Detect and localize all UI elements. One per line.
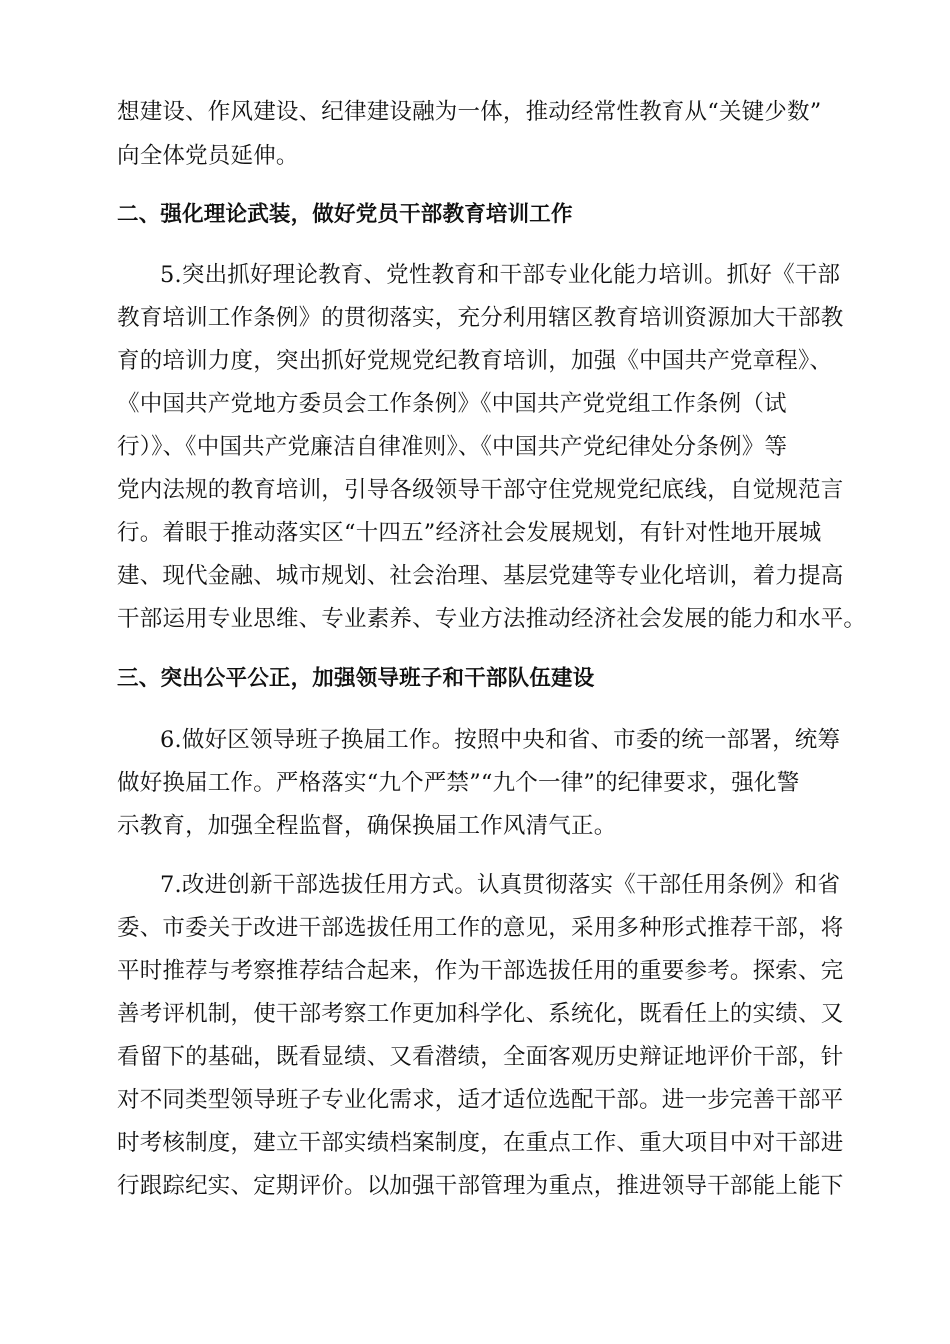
- paragraph-line: 育的培训力度，突出抓好党规党纪教育培训，加强《中国共产党章程》、: [117, 348, 833, 374]
- paragraph-line: 善考评机制，使干部考察工作更加科学化、系统化，既看任上的实绩、又: [117, 1001, 844, 1027]
- paragraph-line: 建、现代金融、城市规划、社会治理、基层党建等专业化培训，着力提高: [117, 563, 844, 589]
- paragraph-line: 想建设、作风建设、纪律建设融为一体，推动经常性教育从“关键少数”: [117, 99, 822, 125]
- paragraph-line: 做好换届工作。严格落实“九个严禁”“九个一律”的纪律要求，强化警: [117, 770, 800, 796]
- paragraph-line: 向全体党员延伸。: [117, 143, 299, 169]
- paragraph-line: 行）》、《中国共产党廉洁自律准则》、《中国共产党纪律处分条例》等: [117, 434, 788, 460]
- paragraph-line: 5.突出抓好理论教育、党性教育和干部专业化能力培训。抓好《干部: [160, 262, 841, 288]
- paragraph-line: 《中国共产党地方委员会工作条例》《中国共产党党组工作条例（试: [117, 391, 787, 417]
- section-heading: 二、强化理论武装，做好党员干部教育培训工作: [117, 202, 573, 227]
- paragraph-line: 平时推荐与考察推荐结合起来，作为干部选拔任用的重要参考。探索、完: [117, 958, 844, 984]
- paragraph-line: 党内法规的教育培训，引导各级领导干部守住党规党纪底线，自觉规范言: [117, 477, 844, 503]
- paragraph-line: 行跟踪纪实、定期评价。以加强干部管理为重点，推进领导干部能上能下: [117, 1173, 844, 1199]
- paragraph-line: 示教育，加强全程监督，确保换届工作风清气正。: [117, 813, 617, 839]
- paragraph-line: 委、市委关于改进干部选拔任用工作的意见，采用多种形式推荐干部，将: [117, 915, 844, 941]
- paragraph-line: 看留下的基础，既看显绩、又看潜绩，全面客观历史辩证地评价干部，针: [117, 1044, 844, 1070]
- section-heading: 三、突出公平公正，加强领导班子和干部队伍建设: [117, 666, 595, 691]
- paragraph-line: 时考核制度，建立干部实绩档案制度，在重点工作、重大项目中对干部进: [117, 1130, 844, 1156]
- paragraph-line: 教育培训工作条例》的贯彻落实，充分利用辖区教育培训资源加大干部教: [117, 305, 844, 331]
- paragraph-line: 6.做好区领导班子换届工作。按照中央和省、市委的统一部署，统筹: [160, 727, 841, 753]
- paragraph-line: 对不同类型领导班子专业化需求，适才适位选配干部。进一步完善干部平: [117, 1087, 844, 1113]
- paragraph-line: 干部运用专业思维、专业素养、专业方法推动经济社会发展的能力和水平。: [117, 606, 867, 632]
- paragraph-line: 行。着眼于推动落实区“十四五”经济社会发展规划，有针对性地开展城: [117, 520, 822, 546]
- paragraph-line: 7.改进创新干部选拔任用方式。认真贯彻落实《干部任用条例》和省: [160, 872, 841, 898]
